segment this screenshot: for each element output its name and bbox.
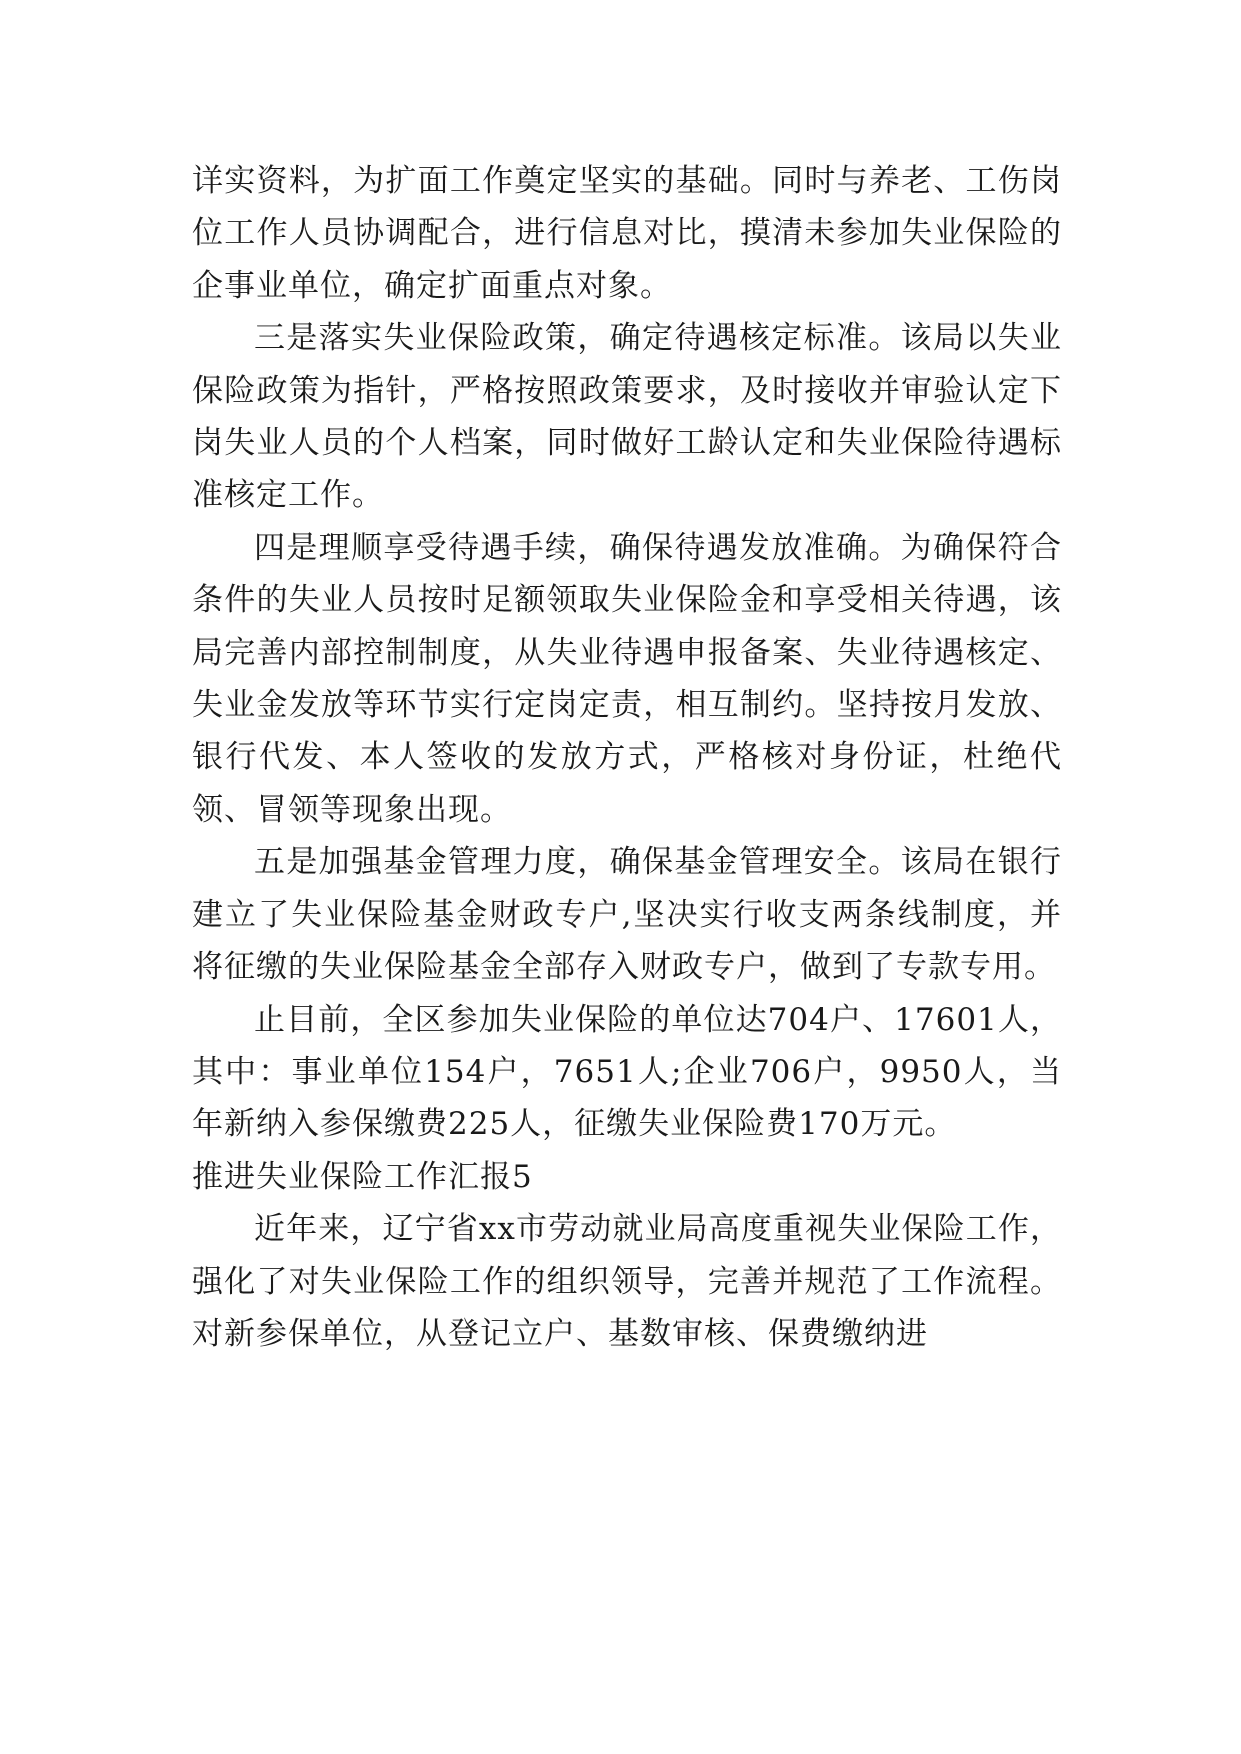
paragraph-policy: 三是落实失业保险政策，确定待遇核定标准。该局以失业保险政策为指针，严格按照政策要求，及时接收并审验认定下岗失业人员的个人档案，同时做好工龄认定和失业保险待遇标准核定工作。	[192, 320, 1062, 514]
paragraph-continued: 详实资料，为扩面工作奠定坚实的基础。同时与养老、工伤岗位工作人员协调配合，进行信息对比，摸清未参加失业保险的企事业单位，确定扩面重点对象。	[192, 163, 1062, 304]
paragraph-fund-management: 五是加强基金管理力度，确保基金管理安全。该局在银行建立了失业保险基金财政专户,坚决实行收支两条线制度，并将征缴的失业保险基金全部存入财政专户，做到了专款专用。	[192, 844, 1062, 986]
paragraph-intro: 近年来，辽宁省xx市劳动就业局高度重视失业保险工作，强化了对失业保险工作的组织领导，完善并规范了工作流程。对新参保单位，从登记立户、基数审核、保费缴纳进	[192, 1211, 1062, 1352]
paragraph-procedures: 四是理顺享受待遇手续，确保待遇发放准确。为确保符合条件的失业人员按时足额领取失业保险金和享受相关待遇，该局完善内部控制制度，从失业待遇申报备案、失业待遇核定、失业金发放等环节实行定岗定责，相互制约。坚持按月发放、银行代发、本人签收的发放方式，严格核对身份证，杜绝代领、冒领等现象出现。	[192, 529, 1062, 828]
document-body	[192, 155, 1062, 1360]
section-heading: 推进失业保险工作汇报5	[192, 1158, 533, 1195]
paragraph-statistics: 止目前，全区参加失业保险的单位达704户、17601人，其中：事业单位154户，7651人;企业706户，9950人，当年新纳入参保缴费225人，征缴失业保险费170万元。	[192, 1001, 1062, 1143]
